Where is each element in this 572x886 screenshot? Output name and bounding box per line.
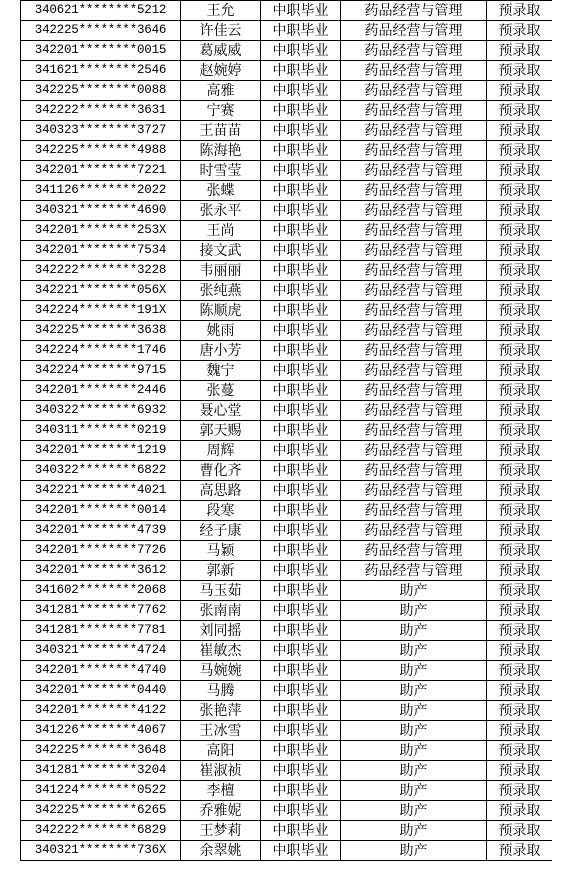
id-number-cell: 342225********0088 (21, 81, 181, 101)
table-row (21, 201, 553, 221)
id-number-cell: 342222********6829 (21, 821, 181, 841)
table-row (21, 501, 553, 521)
name-cell: 宁赛 (181, 101, 261, 121)
education-cell: 中职毕业 (261, 761, 341, 781)
id-number-cell: 342201********4740 (21, 661, 181, 681)
education-cell: 中职毕业 (261, 781, 341, 801)
table-row (21, 221, 553, 241)
name-cell: 周辉 (181, 441, 261, 461)
id-number-cell: 342201********253X (21, 221, 181, 241)
table-row (21, 801, 553, 821)
education-cell: 中职毕业 (261, 161, 341, 181)
education-cell: 中职毕业 (261, 141, 341, 161)
education-cell: 中职毕业 (261, 561, 341, 581)
major-cell: 助产 (341, 661, 487, 681)
name-cell: 王冰雪 (181, 721, 261, 741)
education-cell: 中职毕业 (261, 261, 341, 281)
id-number-cell: 341281********3204 (21, 761, 181, 781)
education-cell: 中职毕业 (261, 181, 341, 201)
id-number-cell: 341281********7781 (21, 621, 181, 641)
education-cell: 中职毕业 (261, 41, 341, 61)
name-cell: 乔雅妮 (181, 801, 261, 821)
major-cell: 药品经营与管理 (341, 301, 487, 321)
major-cell: 药品经营与管理 (341, 501, 487, 521)
name-cell: 段寒 (181, 501, 261, 521)
table-row (21, 141, 553, 161)
id-number-cell: 340311********0219 (21, 421, 181, 441)
name-cell: 高雅 (181, 81, 261, 101)
name-cell: 郭天赐 (181, 421, 261, 441)
table-row (21, 841, 553, 861)
table-row (21, 541, 553, 561)
status-cell: 预录取 (487, 761, 553, 781)
status-cell: 预录取 (487, 401, 553, 421)
name-cell: 许佳云 (181, 21, 261, 41)
education-cell: 中职毕业 (261, 681, 341, 701)
education-cell: 中职毕业 (261, 361, 341, 381)
id-number-cell: 342201********7221 (21, 161, 181, 181)
major-cell: 药品经营与管理 (341, 201, 487, 221)
table-row (21, 701, 553, 721)
table-row (21, 661, 553, 681)
id-number-cell: 342224********1746 (21, 341, 181, 361)
status-cell: 预录取 (487, 281, 553, 301)
major-cell: 药品经营与管理 (341, 161, 487, 181)
table-row (21, 521, 553, 541)
status-cell: 预录取 (487, 841, 553, 861)
id-number-cell: 341126********2022 (21, 181, 181, 201)
education-cell: 中职毕业 (261, 421, 341, 441)
status-cell: 预录取 (487, 621, 553, 641)
education-cell: 中职毕业 (261, 101, 341, 121)
id-number-cell: 341226********4067 (21, 721, 181, 741)
name-cell: 马婉婉 (181, 661, 261, 681)
table-row (21, 21, 553, 41)
education-cell: 中职毕业 (261, 61, 341, 81)
status-cell: 预录取 (487, 701, 553, 721)
id-number-cell: 342222********3631 (21, 101, 181, 121)
major-cell: 药品经营与管理 (341, 121, 487, 141)
education-cell: 中职毕业 (261, 841, 341, 861)
education-cell: 中职毕业 (261, 121, 341, 141)
education-cell: 中职毕业 (261, 1, 341, 21)
admission-table (20, 0, 552, 861)
table-row (21, 481, 553, 501)
major-cell: 药品经营与管理 (341, 461, 487, 481)
name-cell: 王尚 (181, 221, 261, 241)
id-number-cell: 342224********191X (21, 301, 181, 321)
id-number-cell: 340321********4724 (21, 641, 181, 661)
table-row (21, 121, 553, 141)
status-cell: 预录取 (487, 261, 553, 281)
education-cell: 中职毕业 (261, 521, 341, 541)
name-cell: 唐小芳 (181, 341, 261, 361)
major-cell: 助产 (341, 721, 487, 741)
id-number-cell: 341621********2546 (21, 61, 181, 81)
name-cell: 张南南 (181, 601, 261, 621)
table-row (21, 81, 553, 101)
major-cell: 药品经营与管理 (341, 521, 487, 541)
name-cell: 接文武 (181, 241, 261, 261)
name-cell: 高阳 (181, 741, 261, 761)
status-cell: 预录取 (487, 361, 553, 381)
name-cell: 陈海艳 (181, 141, 261, 161)
status-cell: 预录取 (487, 441, 553, 461)
status-cell: 预录取 (487, 781, 553, 801)
table-row (21, 1, 553, 21)
name-cell: 张蔓 (181, 381, 261, 401)
major-cell: 药品经营与管理 (341, 381, 487, 401)
major-cell: 药品经营与管理 (341, 21, 487, 41)
name-cell: 葛威威 (181, 41, 261, 61)
table-row (21, 281, 553, 301)
status-cell: 预录取 (487, 221, 553, 241)
table-row (21, 341, 553, 361)
status-cell: 预录取 (487, 121, 553, 141)
education-cell: 中职毕业 (261, 461, 341, 481)
table-row (21, 821, 553, 841)
major-cell: 助产 (341, 641, 487, 661)
name-cell: 马玉茹 (181, 581, 261, 601)
name-cell: 张蝶 (181, 181, 261, 201)
id-number-cell: 341224********0522 (21, 781, 181, 801)
status-cell: 预录取 (487, 81, 553, 101)
status-cell: 预录取 (487, 821, 553, 841)
status-cell: 预录取 (487, 601, 553, 621)
id-number-cell: 340321********4690 (21, 201, 181, 221)
table-row (21, 461, 553, 481)
table-row (21, 301, 553, 321)
status-cell: 预录取 (487, 341, 553, 361)
table-row (21, 381, 553, 401)
table-row (21, 181, 553, 201)
major-cell: 药品经营与管理 (341, 281, 487, 301)
id-number-cell: 342201********0014 (21, 501, 181, 521)
status-cell: 预录取 (487, 481, 553, 501)
name-cell: 张艳萍 (181, 701, 261, 721)
major-cell: 助产 (341, 741, 487, 761)
table-row (21, 641, 553, 661)
name-cell: 高思路 (181, 481, 261, 501)
education-cell: 中职毕业 (261, 21, 341, 41)
major-cell: 药品经营与管理 (341, 1, 487, 21)
id-number-cell: 341602********2068 (21, 581, 181, 601)
major-cell: 助产 (341, 681, 487, 701)
education-cell: 中职毕业 (261, 621, 341, 641)
education-cell: 中职毕业 (261, 201, 341, 221)
table-row (21, 441, 553, 461)
admission-table-body (21, 1, 553, 861)
major-cell: 药品经营与管理 (341, 541, 487, 561)
id-number-cell: 342221********4021 (21, 481, 181, 501)
education-cell: 中职毕业 (261, 321, 341, 341)
major-cell: 药品经营与管理 (341, 221, 487, 241)
id-number-cell: 342201********2446 (21, 381, 181, 401)
table-row (21, 761, 553, 781)
table-row (21, 621, 553, 641)
name-cell: 王苗苗 (181, 121, 261, 141)
id-number-cell: 342225********3646 (21, 21, 181, 41)
education-cell: 中职毕业 (261, 541, 341, 561)
name-cell: 张纯燕 (181, 281, 261, 301)
table-row (21, 361, 553, 381)
status-cell: 预录取 (487, 41, 553, 61)
id-number-cell: 342224********9715 (21, 361, 181, 381)
major-cell: 助产 (341, 601, 487, 621)
table-row (21, 241, 553, 261)
status-cell: 预录取 (487, 241, 553, 261)
major-cell: 药品经营与管理 (341, 341, 487, 361)
major-cell: 药品经营与管理 (341, 561, 487, 581)
id-number-cell: 340321********736X (21, 841, 181, 861)
id-number-cell: 340322********6932 (21, 401, 181, 421)
name-cell: 马颖 (181, 541, 261, 561)
status-cell: 预录取 (487, 381, 553, 401)
table-row (21, 421, 553, 441)
education-cell: 中职毕业 (261, 381, 341, 401)
education-cell: 中职毕业 (261, 81, 341, 101)
name-cell: 时雪莹 (181, 161, 261, 181)
status-cell: 预录取 (487, 101, 553, 121)
education-cell: 中职毕业 (261, 701, 341, 721)
major-cell: 药品经营与管理 (341, 321, 487, 341)
table-row (21, 401, 553, 421)
name-cell: 曹化齐 (181, 461, 261, 481)
table-row (21, 781, 553, 801)
education-cell: 中职毕业 (261, 721, 341, 741)
name-cell: 经子康 (181, 521, 261, 541)
status-cell: 预录取 (487, 661, 553, 681)
education-cell: 中职毕业 (261, 741, 341, 761)
name-cell: 聂心堂 (181, 401, 261, 421)
id-number-cell: 342201********4739 (21, 521, 181, 541)
major-cell: 助产 (341, 581, 487, 601)
education-cell: 中职毕业 (261, 581, 341, 601)
status-cell: 预录取 (487, 801, 553, 821)
table-row (21, 61, 553, 81)
id-number-cell: 342225********3648 (21, 741, 181, 761)
id-number-cell: 342225********3638 (21, 321, 181, 341)
id-number-cell: 342221********056X (21, 281, 181, 301)
table-row (21, 101, 553, 121)
education-cell: 中职毕业 (261, 661, 341, 681)
major-cell: 药品经营与管理 (341, 441, 487, 461)
id-number-cell: 342201********0015 (21, 41, 181, 61)
education-cell: 中职毕业 (261, 241, 341, 261)
status-cell: 预录取 (487, 21, 553, 41)
id-number-cell: 340621********5212 (21, 1, 181, 21)
status-cell: 预录取 (487, 181, 553, 201)
status-cell: 预录取 (487, 1, 553, 21)
name-cell: 李檀 (181, 781, 261, 801)
major-cell: 药品经营与管理 (341, 421, 487, 441)
education-cell: 中职毕业 (261, 441, 341, 461)
status-cell: 预录取 (487, 721, 553, 741)
id-number-cell: 340322********6822 (21, 461, 181, 481)
status-cell: 预录取 (487, 581, 553, 601)
status-cell: 预录取 (487, 421, 553, 441)
education-cell: 中职毕业 (261, 401, 341, 421)
education-cell: 中职毕业 (261, 341, 341, 361)
table-row (21, 581, 553, 601)
id-number-cell: 340323********3727 (21, 121, 181, 141)
education-cell: 中职毕业 (261, 801, 341, 821)
status-cell: 预录取 (487, 741, 553, 761)
status-cell: 预录取 (487, 161, 553, 181)
name-cell: 赵婉婷 (181, 61, 261, 81)
name-cell: 陈顺虎 (181, 301, 261, 321)
education-cell: 中职毕业 (261, 601, 341, 621)
major-cell: 药品经营与管理 (341, 181, 487, 201)
id-number-cell: 341281********7762 (21, 601, 181, 621)
name-cell: 魏宁 (181, 361, 261, 381)
education-cell: 中职毕业 (261, 281, 341, 301)
major-cell: 药品经营与管理 (341, 41, 487, 61)
id-number-cell: 342225********6265 (21, 801, 181, 821)
table-row (21, 561, 553, 581)
major-cell: 助产 (341, 621, 487, 641)
status-cell: 预录取 (487, 301, 553, 321)
name-cell: 崔淑祯 (181, 761, 261, 781)
status-cell: 预录取 (487, 321, 553, 341)
education-cell: 中职毕业 (261, 641, 341, 661)
name-cell: 姚雨 (181, 321, 261, 341)
id-number-cell: 342201********7726 (21, 541, 181, 561)
name-cell: 郭新 (181, 561, 261, 581)
education-cell: 中职毕业 (261, 821, 341, 841)
name-cell: 刘同摇 (181, 621, 261, 641)
status-cell: 预录取 (487, 561, 553, 581)
status-cell: 预录取 (487, 201, 553, 221)
major-cell: 助产 (341, 801, 487, 821)
admission-list-sheet (20, 0, 552, 886)
table-row (21, 161, 553, 181)
major-cell: 助产 (341, 821, 487, 841)
id-number-cell: 342201********7534 (21, 241, 181, 261)
major-cell: 药品经营与管理 (341, 361, 487, 381)
education-cell: 中职毕业 (261, 481, 341, 501)
major-cell: 助产 (341, 841, 487, 861)
table-row (21, 41, 553, 61)
major-cell: 药品经营与管理 (341, 481, 487, 501)
status-cell: 预录取 (487, 681, 553, 701)
table-row (21, 261, 553, 281)
name-cell: 崔敏杰 (181, 641, 261, 661)
table-row (21, 681, 553, 701)
name-cell: 马腾 (181, 681, 261, 701)
table-row (21, 601, 553, 621)
name-cell: 王允 (181, 1, 261, 21)
major-cell: 药品经营与管理 (341, 81, 487, 101)
name-cell: 韦丽丽 (181, 261, 261, 281)
name-cell: 余翠姚 (181, 841, 261, 861)
education-cell: 中职毕业 (261, 501, 341, 521)
status-cell: 预录取 (487, 521, 553, 541)
id-number-cell: 342201********0440 (21, 681, 181, 701)
id-number-cell: 342222********3228 (21, 261, 181, 281)
name-cell: 张永平 (181, 201, 261, 221)
education-cell: 中职毕业 (261, 221, 341, 241)
status-cell: 预录取 (487, 501, 553, 521)
education-cell: 中职毕业 (261, 301, 341, 321)
table-row (21, 741, 553, 761)
major-cell: 助产 (341, 761, 487, 781)
id-number-cell: 342225********4988 (21, 141, 181, 161)
status-cell: 预录取 (487, 61, 553, 81)
name-cell: 王梦莉 (181, 821, 261, 841)
major-cell: 药品经营与管理 (341, 401, 487, 421)
major-cell: 药品经营与管理 (341, 141, 487, 161)
major-cell: 助产 (341, 701, 487, 721)
table-row (21, 721, 553, 741)
page-bottom-margin (0, 880, 572, 886)
status-cell: 预录取 (487, 461, 553, 481)
id-number-cell: 342201********3612 (21, 561, 181, 581)
major-cell: 助产 (341, 781, 487, 801)
major-cell: 药品经营与管理 (341, 261, 487, 281)
status-cell: 预录取 (487, 541, 553, 561)
major-cell: 药品经营与管理 (341, 101, 487, 121)
major-cell: 药品经营与管理 (341, 61, 487, 81)
id-number-cell: 342201********1219 (21, 441, 181, 461)
id-number-cell: 342201********4122 (21, 701, 181, 721)
status-cell: 预录取 (487, 641, 553, 661)
status-cell: 预录取 (487, 141, 553, 161)
table-row (21, 321, 553, 341)
major-cell: 药品经营与管理 (341, 241, 487, 261)
